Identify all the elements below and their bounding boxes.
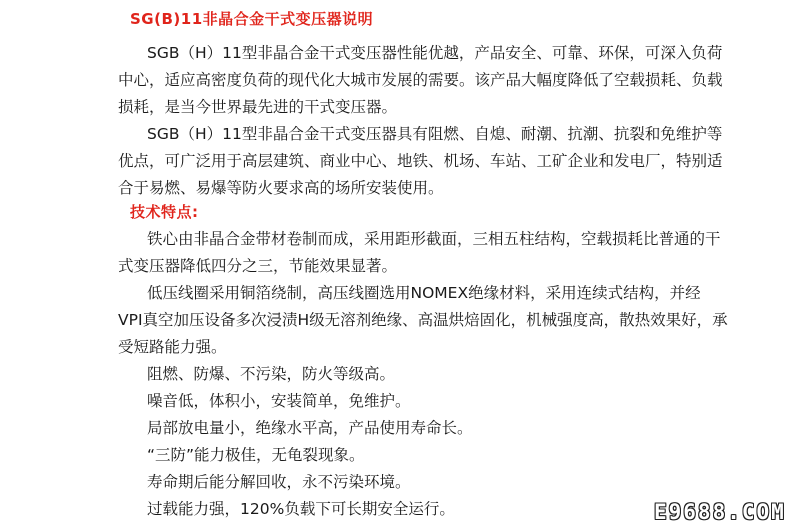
feature-item: 过载能力强，120%负载下可长期安全运行。 [147,500,455,518]
intro-paragraph-2-line-2: 优点，可广泛用于高层建筑、商业中心、地铁、机场、车站、工矿企业和发电厂，特别适 [118,152,723,170]
site-watermark: E9688.COM [654,500,786,524]
feature-item: 阻燃、防爆、不污染，防火等级高。 [147,365,396,383]
intro-paragraph-1-line-3: 损耗，是当今世界最先进的干式变压器。 [118,98,398,116]
feature-1-line-1: 铁心由非晶合金带材卷制而成，采用距形截面，三相五柱结构，空载损耗比普通的干 [147,230,721,248]
intro-paragraph-2-line-1: SGB（H）11型非晶合金干式变压器具有阻燃、自熄、耐潮、抗潮、抗裂和免维护等 [147,125,723,143]
feature-item: “三防”能力极佳，无龟裂现象。 [147,446,365,464]
feature-2-line-3: 受短路能力强。 [118,338,227,356]
feature-1-line-2: 式变压器降低四分之三，节能效果显著。 [118,257,398,275]
feature-2-line-2: VPI真空加压设备多次浸渍H级无溶剂绝缘、高温烘焙固化，机械强度高，散热效果好，承 [118,311,728,329]
feature-item: 噪音低，体积小，安装简单，免维护。 [147,392,411,410]
feature-2-line-1: 低压线圈采用铜箔绕制，高压线圈选用NOMEX绝缘材料，采用连续式结构，并经 [147,284,701,302]
intro-paragraph-1-line-2: 中心，适应高密度负荷的现代化大城市发展的需要。该产品大幅度降低了空载损耗、负载 [118,71,723,89]
feature-item: 寿命期后能分解回收，永不污染环境。 [147,473,411,491]
intro-paragraph-2-line-3: 合于易燃、易爆等防火要求高的场所安装使用。 [118,179,444,197]
features-heading: 技术特点: [130,203,199,221]
intro-paragraph-1-line-1: SGB（H）11型非晶合金干式变压器性能优越，产品安全、可靠、环保，可深入负荷 [147,44,723,62]
document-title: SG(B)11非晶合金干式变压器说明 [130,10,374,28]
feature-item: 局部放电量小，绝缘水平高，产品使用寿命长。 [147,419,473,437]
